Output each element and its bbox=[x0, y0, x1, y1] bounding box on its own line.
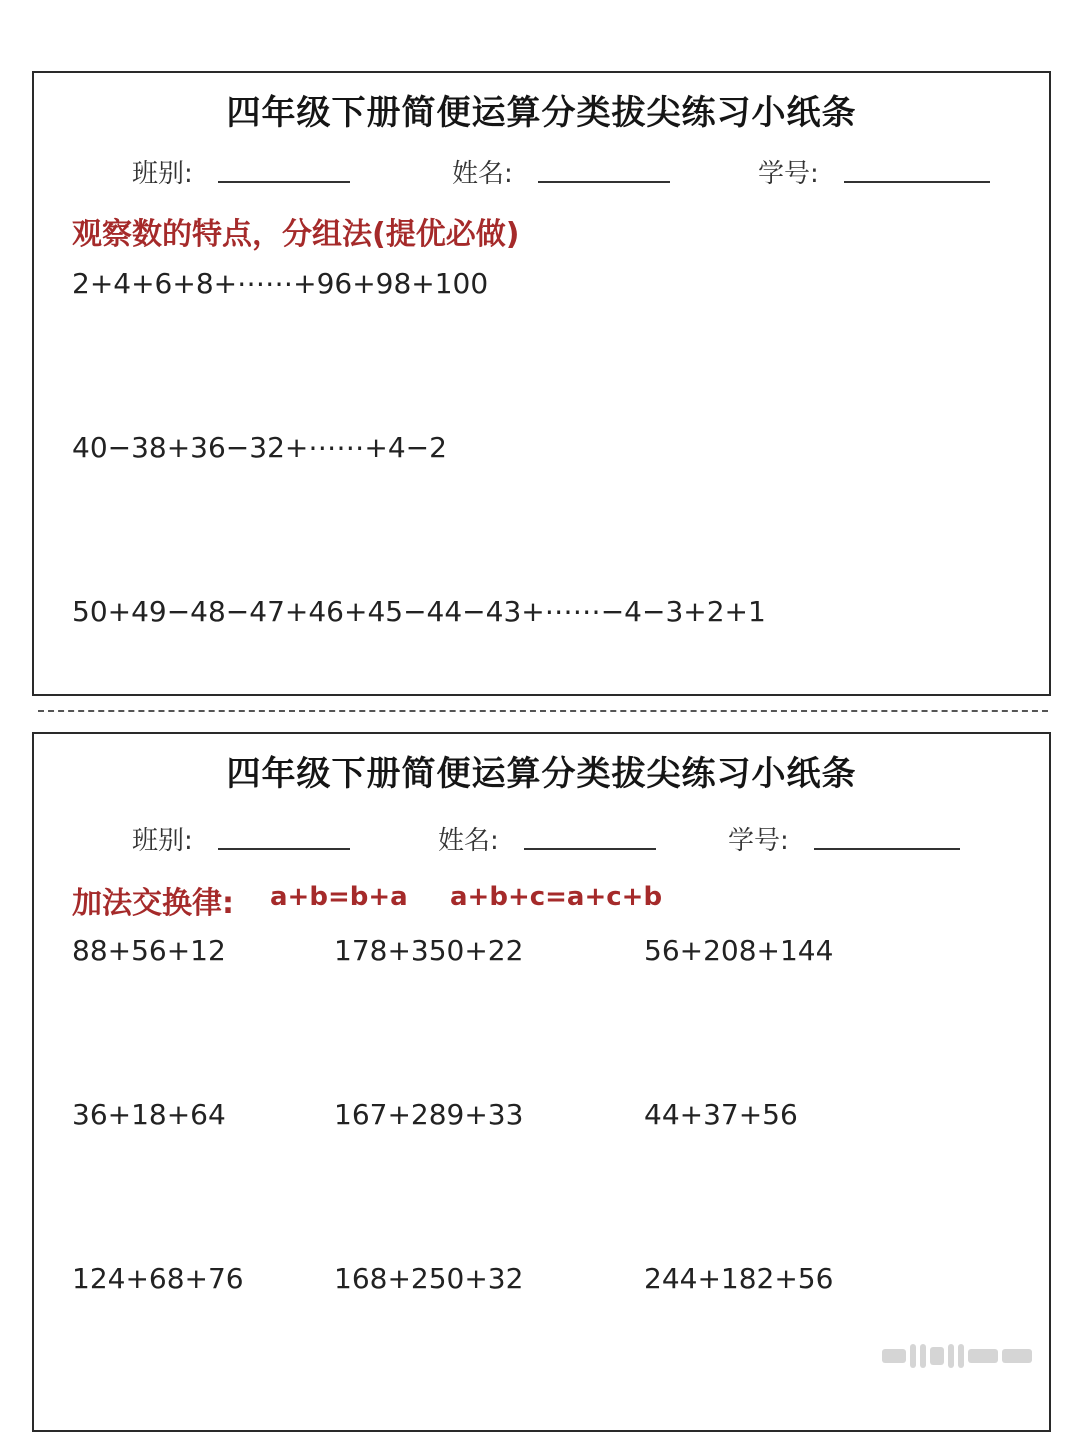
name-blank[interactable] bbox=[538, 181, 670, 183]
problem: 40−38+36−32+⋯⋯+4−2 bbox=[72, 431, 447, 464]
worksheet-title: 四年级下册简便运算分类拔尖练习小纸条 bbox=[226, 93, 857, 133]
problem: 178+350+22 bbox=[334, 934, 524, 967]
class-blank[interactable] bbox=[218, 848, 350, 850]
rule-formula: a+b=b+a bbox=[270, 882, 408, 912]
problem: 44+37+56 bbox=[644, 1098, 798, 1131]
problem: 244+182+56 bbox=[644, 1262, 834, 1295]
name-label: 姓名: bbox=[438, 826, 499, 856]
student-number-blank[interactable] bbox=[844, 181, 990, 183]
class-blank[interactable] bbox=[218, 181, 350, 183]
name-blank[interactable] bbox=[524, 848, 656, 850]
rule-formula: a+b+c=a+c+b bbox=[450, 882, 663, 912]
name-label: 姓名: bbox=[452, 159, 513, 189]
problem: 2+4+6+8+⋯⋯+96+98+100 bbox=[72, 267, 489, 300]
worksheet-card-2 bbox=[32, 732, 1051, 1432]
problem: 36+18+64 bbox=[72, 1098, 226, 1131]
student-number-label: 学号: bbox=[728, 826, 789, 856]
section-heading: 观察数的特点，分组法(提优必做) bbox=[72, 217, 520, 252]
problem: 88+56+12 bbox=[72, 934, 226, 967]
class-label: 班别: bbox=[132, 159, 193, 189]
problem: 124+68+76 bbox=[72, 1262, 244, 1295]
cut-line bbox=[38, 710, 1048, 712]
problem: 167+289+33 bbox=[334, 1098, 524, 1131]
worksheet-title: 四年级下册简便运算分类拔尖练习小纸条 bbox=[226, 754, 857, 794]
class-label: 班别: bbox=[132, 826, 193, 856]
problem: 50+49−48−47+46+45−44−43+⋯⋯−4−3+2+1 bbox=[72, 595, 766, 628]
student-number-label: 学号: bbox=[758, 159, 819, 189]
watermark-logo bbox=[882, 1342, 1052, 1370]
problem: 168+250+32 bbox=[334, 1262, 524, 1295]
section-heading: 加法交换律: bbox=[72, 886, 234, 921]
worksheet-card-1 bbox=[32, 71, 1051, 696]
student-number-blank[interactable] bbox=[814, 848, 960, 850]
problem: 56+208+144 bbox=[644, 934, 834, 967]
